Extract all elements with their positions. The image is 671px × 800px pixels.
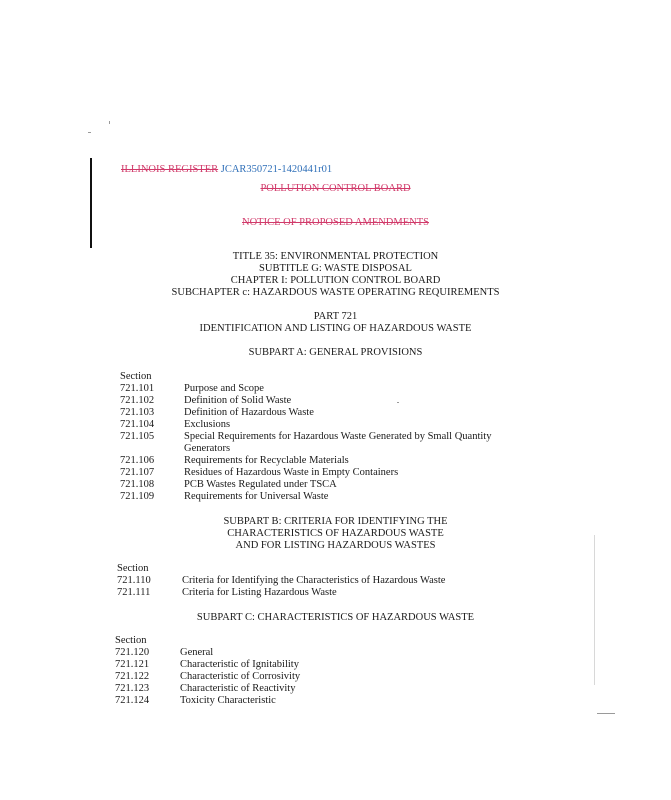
section-title: Toxicity Characteristic: [180, 695, 276, 706]
subpart-heading-line: AND FOR LISTING HAZARDOUS WASTES: [235, 540, 436, 551]
subpart-heading: SUBPART A: GENERAL PROVISIONS: [248, 347, 423, 358]
section-number: 721.120: [115, 647, 150, 658]
section-title: Criteria for Identifying the Characteristics of Hazardous Waste: [182, 575, 446, 586]
scan-speck: [397, 402, 399, 403]
subpart-heading-line: CHARACTERISTICS OF HAZARDOUS WASTE: [227, 528, 444, 539]
section-number: 721.111: [117, 587, 151, 598]
register-name: ILLINOIS REGISTER: [121, 164, 219, 175]
section-number: 721.109: [120, 491, 155, 502]
subtitle-line: SUBTITLE G: WASTE DISPOSAL: [259, 263, 412, 274]
section-title: Purpose and Scope: [184, 383, 264, 394]
section-title-continued: Generators: [184, 443, 231, 454]
section-title: Definition of Hazardous Waste: [184, 407, 314, 418]
section-number: 721.122: [115, 671, 150, 682]
section-title: PCB Wastes Regulated under TSCA: [184, 479, 337, 490]
scan-edge-mark: [594, 535, 595, 685]
part-name: IDENTIFICATION AND LISTING OF HAZARDOUS WASTE: [199, 323, 472, 334]
register-header: [121, 164, 332, 176]
section-title: Characteristic of Reactivity: [180, 683, 296, 694]
section-title: Characteristic of Corrosivity: [180, 671, 301, 682]
scan-speck: [88, 132, 91, 133]
section-number: 721.123: [115, 683, 150, 694]
section-number: 721.101: [120, 383, 155, 394]
scan-speck: [109, 121, 110, 124]
section-title: Criteria for Listing Hazardous Waste: [182, 587, 337, 598]
section-title: Requirements for Universal Waste: [184, 491, 329, 502]
section-number: 721.108: [120, 479, 155, 490]
section-title: Special Requirements for Hazardous Waste Generated by Small Quantity: [184, 431, 492, 442]
notice-header: NOTICE OF PROPOSED AMENDMENTS: [242, 217, 429, 228]
section-number: 721.105: [120, 431, 155, 442]
section-number: 721.124: [115, 695, 150, 706]
section-title: Characteristic of Ignitability: [180, 659, 299, 670]
section-title: Residues of Hazardous Waste in Empty Containers: [184, 467, 399, 478]
section-title: Exclusions: [184, 419, 231, 430]
revision-margin-bar: [90, 158, 92, 248]
section-number: 721.104: [120, 419, 155, 430]
subpart-heading: SUBPART C: CHARACTERISTICS OF HAZARDOUS WASTE: [196, 612, 475, 623]
scan-speck: [597, 713, 615, 714]
part-number: PART 721: [313, 311, 358, 322]
section-number: 721.107: [120, 467, 155, 478]
section-number: 721.121: [115, 659, 150, 670]
subchapter-line: SUBCHAPTER c: HAZARDOUS WASTE OPERATING REQUIREMENTS: [171, 287, 500, 298]
section-title: General: [180, 647, 214, 658]
section-number: 721.106: [120, 455, 155, 466]
document-id: JCAR350721-1420441r01: [220, 164, 333, 175]
section-number: 721.102: [120, 395, 155, 406]
title-line: TITLE 35: ENVIRONMENTAL PROTECTION: [232, 251, 439, 262]
board-header: POLLUTION CONTROL BOARD: [260, 183, 411, 194]
section-number: 721.110: [117, 575, 151, 586]
section-label: Section: [120, 371, 152, 382]
section-title: Definition of Solid Waste: [184, 395, 292, 406]
section-title: Requirements for Recyclable Materials: [184, 455, 349, 466]
subpart-heading: SUBPART B: CRITERIA FOR IDENTIFYING THE: [223, 516, 448, 527]
section-label: Section: [115, 635, 147, 646]
section-label: Section: [117, 563, 149, 574]
section-number: 721.103: [120, 407, 155, 418]
chapter-line: CHAPTER I: POLLUTION CONTROL BOARD: [230, 275, 441, 286]
